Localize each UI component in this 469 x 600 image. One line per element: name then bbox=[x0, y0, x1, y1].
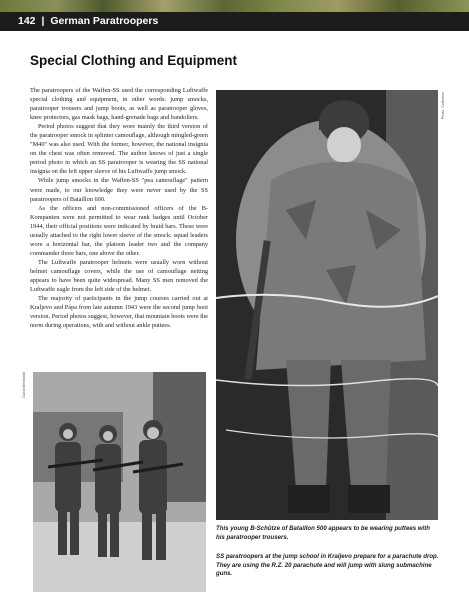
body-text bbox=[30, 86, 208, 330]
paragraph: While jump smocks in the Waffen-SS "pea camouflage" pattern were made, to our knowledge they were never used by the SS paratroopers of Bataillon 600. bbox=[30, 177, 208, 203]
small-photo-credit: David Beckwold bbox=[22, 372, 26, 398]
main-photo-caption: This young B-Schütze of Bataillon 500 appears to be wearing puttees with his paratrooper trousers. bbox=[216, 525, 430, 541]
paratrooper-group-photo bbox=[33, 372, 206, 592]
paragraph: The majority of participants in the jump courses carried out at Kraljevo and Pápa from late autumn 1943 were the second jump boot version. Period photos suggest, however, that mountain boots were the norm during operations, with and without ankle puttees. bbox=[30, 295, 208, 330]
paragraph: As the officers and non-commissioned officers of the B-Kompanien were not permitted to wear rank badges until October 1944, their official positions were indicated by braid bars. These were usually attached to the right lower sleeve of the smock: squad leaders wore a horizontal bar, the platoon leader two and the company commander three bars, one above the other. bbox=[30, 204, 208, 257]
paragraph: Period photos suggest that they wore mainly the third version of the paratrooper smock in splinter camouflage, although mingled-green "M40" was also used. With the former, however, the national insignia on the chest was often removed. The author knows of just a single period photo in which an SS paratrooper is wearing the SS national insignia on the left upper sleeve of his Luftwaffe jump smock. bbox=[30, 123, 208, 176]
page-title: Special Clothing and Equipment bbox=[30, 53, 238, 68]
small-photo-caption: SS paratroopers at the jump school in Kraljevo prepare for a parachute drop. They are using the R.Z. 20 parachute and will jump with slung submachine guns. bbox=[216, 553, 439, 578]
page-number: 142 bbox=[18, 15, 36, 27]
paratrooper-portrait-illustration bbox=[216, 90, 438, 520]
camouflage-banner bbox=[0, 0, 469, 12]
paratrooper-portrait-photo bbox=[216, 90, 438, 520]
main-photo-credit: Photo: Collection bbox=[441, 92, 445, 120]
header-separator: | bbox=[41, 15, 45, 27]
paratrooper-group-illustration bbox=[33, 372, 206, 592]
paragraph: The Luftwaffe paratrooper helmets were usually worn without helmet camouflage covers, while the use of camouflage netting appears to have been quite widespread. Many SS men removed the Luftwaffe eagle from the left side of the helmet. bbox=[30, 258, 208, 294]
section-title: German Paratroopers bbox=[50, 15, 159, 27]
header-text bbox=[18, 15, 158, 27]
paragraph: The paratroopers of the Waffen-SS used the corresponding Luftwaffe special clothing and equipment, in other words: jump smocks, paratrooper trousers and jump boots, as well as paratrooper gloves, knee protectors, gas mask bags, hand-grenade bags and bandoliers. bbox=[30, 87, 208, 122]
